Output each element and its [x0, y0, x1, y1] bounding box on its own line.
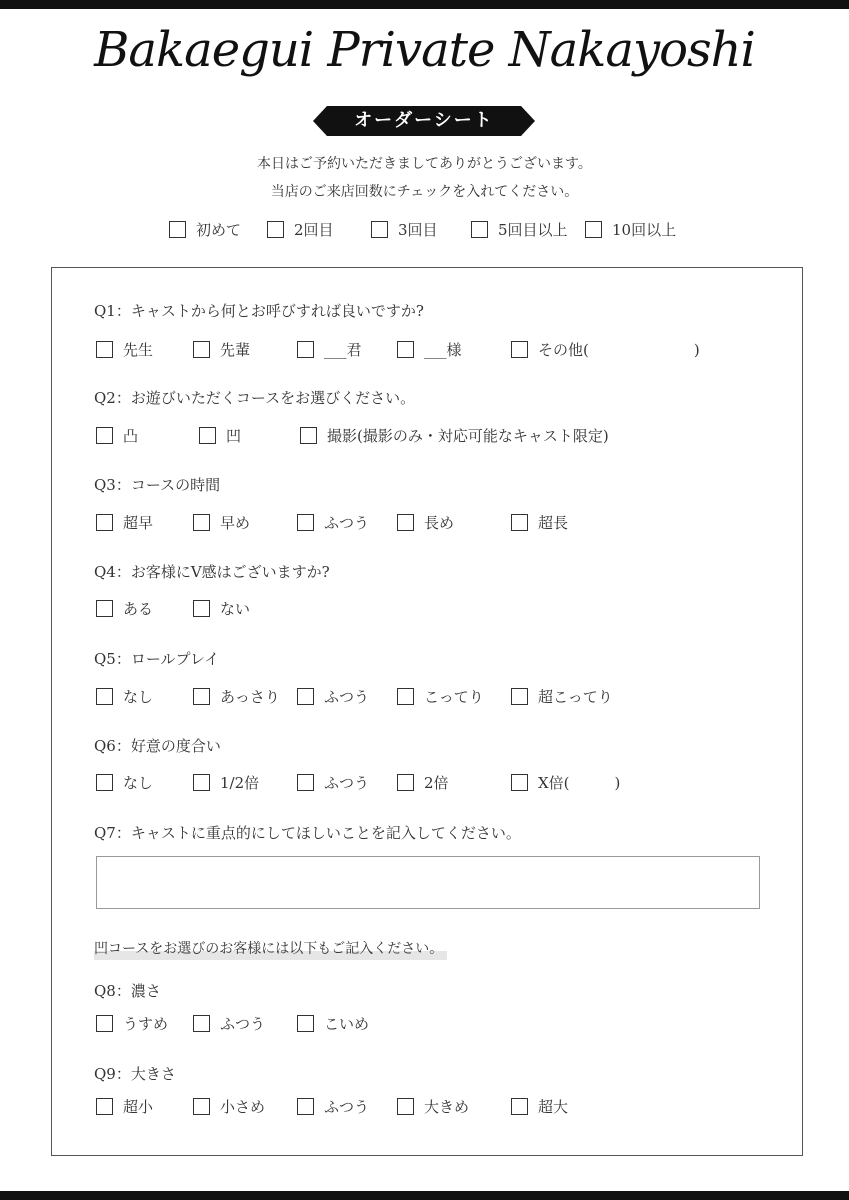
q2-label: Q2：お遊びいただくコースをお選びください。: [94, 389, 416, 407]
q1-option-kun[interactable]: ___君: [297, 338, 362, 360]
q8-option-normal[interactable]: ふつう: [193, 1012, 265, 1034]
q9-option-normal[interactable]: ふつう: [297, 1095, 369, 1117]
checkbox[interactable]: [96, 427, 113, 444]
checkbox[interactable]: [471, 221, 488, 238]
checkbox[interactable]: [297, 1015, 314, 1032]
q9-option-very-small[interactable]: 超小: [96, 1095, 153, 1117]
q6-options: [0, 771, 849, 795]
checkbox[interactable]: [297, 341, 314, 358]
checkbox[interactable]: [96, 688, 113, 705]
checkbox[interactable]: [193, 1098, 210, 1115]
checkbox[interactable]: [96, 514, 113, 531]
page-title: Bakaegui Private Nakayoshi: [94, 22, 755, 78]
q3-option-long[interactable]: 長め: [397, 511, 454, 533]
q7-label: Q7：キャストに重点的にしてほしいことを記入してください。: [94, 824, 521, 842]
q5-option-light[interactable]: あっさり: [193, 685, 280, 707]
q3-label: Q3：コースの時間: [94, 476, 221, 494]
q5-option-very-heavy[interactable]: 超こってり: [511, 685, 613, 707]
checkbox[interactable]: [297, 514, 314, 531]
checkbox[interactable]: [297, 1098, 314, 1115]
checkbox[interactable]: [96, 1015, 113, 1032]
q6-option-double[interactable]: 2倍: [397, 771, 449, 793]
checkbox[interactable]: [511, 1098, 528, 1115]
q6-label: Q6：好意の度合い: [94, 737, 221, 755]
order-sheet-heading: オーダーシート: [354, 110, 494, 131]
q2-options: [0, 424, 849, 448]
visit-option-10plus[interactable]: 10回以上: [585, 218, 676, 240]
checkbox[interactable]: [397, 514, 414, 531]
checkbox[interactable]: [267, 221, 284, 238]
checkbox[interactable]: [397, 341, 414, 358]
q3-option-very-early[interactable]: 超早: [96, 511, 153, 533]
q2-option-convex[interactable]: 凸: [96, 424, 138, 446]
checkbox[interactable]: [585, 221, 602, 238]
visit-option-5plus[interactable]: 5回目以上: [471, 218, 568, 240]
checkbox[interactable]: [96, 1098, 113, 1115]
visit-count-options: [0, 218, 849, 242]
q8-option-dark[interactable]: こいめ: [297, 1012, 369, 1034]
checkbox[interactable]: [193, 341, 210, 358]
q5-option-normal[interactable]: ふつう: [297, 685, 369, 707]
q6-option-normal[interactable]: ふつう: [297, 771, 369, 793]
q1-option-senpai[interactable]: 先輩: [193, 338, 250, 360]
checkbox[interactable]: [96, 600, 113, 617]
q6-option-x-times[interactable]: X倍( ): [511, 771, 620, 793]
checkbox[interactable]: [193, 514, 210, 531]
q9-options: [0, 1095, 849, 1119]
q3-options: [0, 511, 849, 535]
q9-option-large[interactable]: 大きめ: [397, 1095, 469, 1117]
checkbox[interactable]: [193, 774, 210, 791]
q3-option-very-long[interactable]: 超長: [511, 511, 568, 533]
bottom-border-bar: [0, 1191, 849, 1200]
visit-option-2nd[interactable]: 2回目: [267, 218, 334, 240]
intro-line-2: 当店のご来店回数にチェックを入れてください。: [270, 184, 579, 200]
visit-option-3rd[interactable]: 3回目: [371, 218, 438, 240]
concave-course-note: 凹コースをお選びのお客様には以下もご記入ください。: [94, 938, 447, 960]
q8-label: Q8：濃さ: [94, 982, 161, 1000]
q8-options: [0, 1012, 849, 1036]
checkbox[interactable]: [511, 341, 528, 358]
checkbox[interactable]: [511, 774, 528, 791]
q2-option-photo[interactable]: 撮影(撮影のみ・対応可能なキャスト限定): [300, 424, 609, 446]
checkbox[interactable]: [199, 427, 216, 444]
visit-option-first[interactable]: 初めて: [169, 218, 241, 240]
q3-option-early[interactable]: 早め: [193, 511, 250, 533]
q6-option-none[interactable]: なし: [96, 771, 153, 793]
q1-options: [0, 338, 849, 362]
q1-option-other[interactable]: その他( ): [511, 338, 700, 360]
checkbox[interactable]: [193, 688, 210, 705]
checkbox[interactable]: [397, 1098, 414, 1115]
checkbox[interactable]: [371, 221, 388, 238]
intro-line-1: 本日はご予約いただきましてありがとうございます。: [257, 156, 592, 172]
q1-option-sensei[interactable]: 先生: [96, 338, 153, 360]
top-border-bar: [0, 0, 849, 9]
checkbox[interactable]: [193, 600, 210, 617]
q1-option-sama[interactable]: ___様: [397, 338, 462, 360]
checkbox[interactable]: [193, 1015, 210, 1032]
q4-options: [0, 597, 849, 621]
q5-label: Q5：ロールプレイ: [94, 650, 220, 668]
q5-option-none[interactable]: なし: [96, 685, 153, 707]
q5-option-heavy[interactable]: こってり: [397, 685, 484, 707]
q8-option-light[interactable]: うすめ: [96, 1012, 168, 1034]
q7-text-field[interactable]: [96, 856, 760, 909]
checkbox[interactable]: [297, 688, 314, 705]
checkbox[interactable]: [511, 688, 528, 705]
checkbox[interactable]: [297, 774, 314, 791]
q9-option-small[interactable]: 小さめ: [193, 1095, 265, 1117]
q2-option-concave[interactable]: 凹: [199, 424, 241, 446]
q6-option-half[interactable]: 1/2倍: [193, 771, 259, 793]
q4-label: Q4：お客様にV感はございますか?: [94, 563, 330, 581]
checkbox[interactable]: [300, 427, 317, 444]
q4-option-yes[interactable]: ある: [96, 597, 153, 619]
q9-label: Q9：大きさ: [94, 1065, 176, 1083]
checkbox[interactable]: [511, 514, 528, 531]
checkbox[interactable]: [397, 774, 414, 791]
q5-options: [0, 685, 849, 709]
checkbox[interactable]: [96, 774, 113, 791]
checkbox[interactable]: [169, 221, 186, 238]
q3-option-normal[interactable]: ふつう: [297, 511, 369, 533]
q4-option-no[interactable]: ない: [193, 597, 250, 619]
q9-option-very-large[interactable]: 超大: [511, 1095, 568, 1117]
checkbox[interactable]: [397, 688, 414, 705]
checkbox[interactable]: [96, 341, 113, 358]
q1-label: Q1：キャストから何とお呼びすれば良いですか?: [94, 302, 424, 320]
